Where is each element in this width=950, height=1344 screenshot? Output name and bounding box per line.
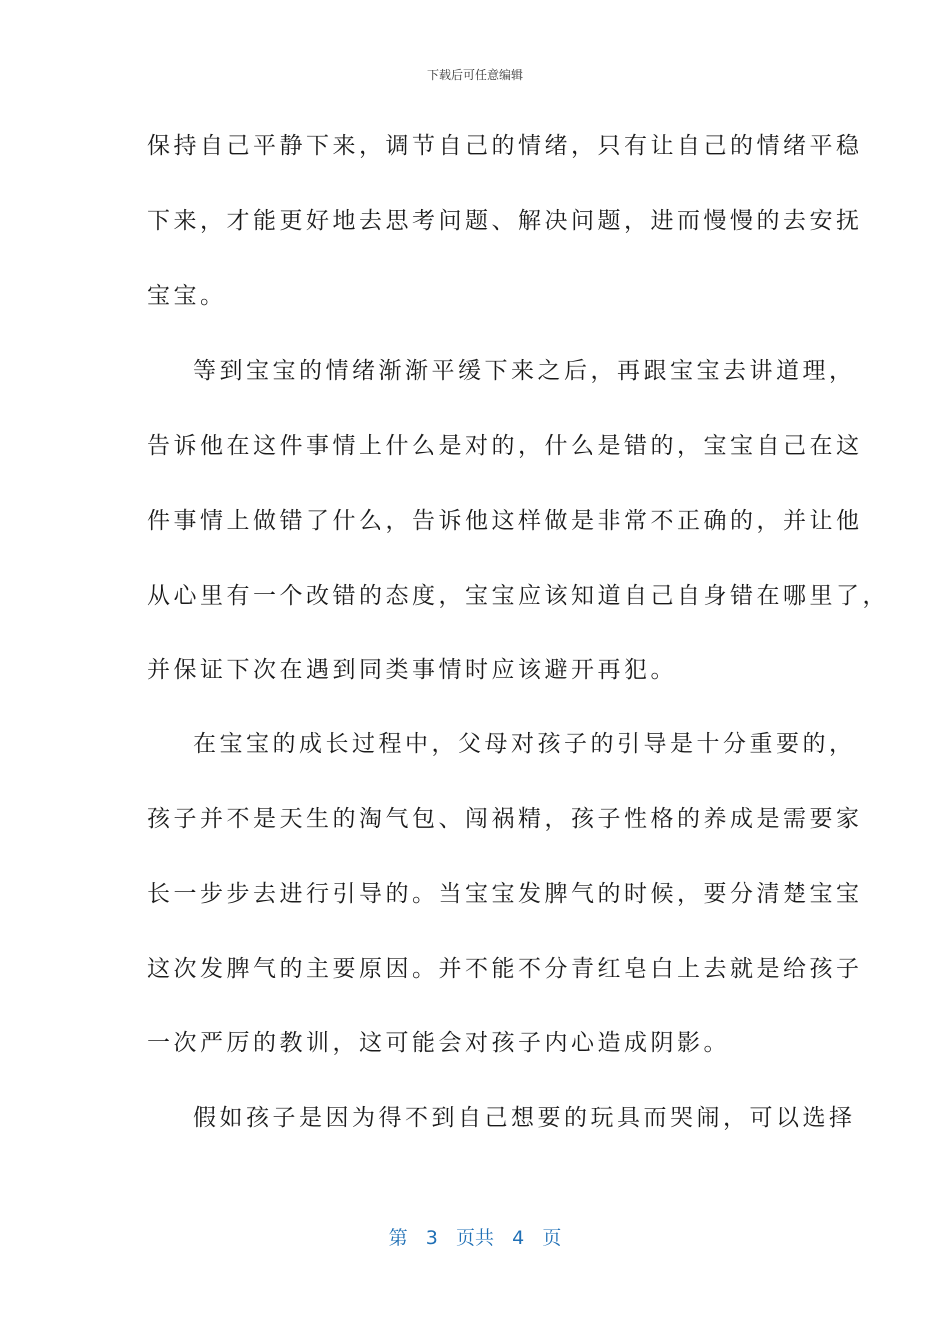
body-line: 告诉他在这件事情上什么是对的，什么是错的，宝宝自己在这	[147, 433, 863, 459]
body-line: 下来，才能更好地去思考问题、解决问题，进而慢慢的去安抚	[147, 208, 863, 234]
total-pages-number: 4	[512, 1227, 525, 1249]
body-line: 并保证下次在遇到同类事情时应该避开再犯。	[147, 657, 677, 683]
page-label-suffix: 页	[542, 1227, 562, 1249]
body-line-paragraph-start: 等到宝宝的情绪渐渐平缓下来之后，再跟宝宝去讲道理，	[193, 358, 856, 384]
page-footer	[0, 1226, 950, 1250]
body-line-paragraph-start: 假如孩子是因为得不到自己想要的玩具而哭闹，可以选择	[193, 1105, 856, 1131]
header-note: 下载后可任意编辑	[426, 68, 523, 82]
body-line: 件事情上做错了什么，告诉他这样做是非常不正确的，并让他	[147, 508, 863, 534]
body-line: 保持自己平静下来，调节自己的情绪，只有让自己的情绪平稳	[147, 133, 863, 159]
body-line: 孩子并不是天生的淘气包、闯祸精，孩子性格的养成是需要家	[147, 806, 863, 832]
page-label-prefix: 第	[388, 1227, 408, 1249]
body-line: 从心里有一个改错的态度，宝宝应该知道自己自身错在哪里了，	[147, 583, 889, 609]
body-line: 宝宝。	[147, 283, 227, 309]
current-page-number: 3	[425, 1227, 438, 1249]
body-line-paragraph-start: 在宝宝的成长过程中，父母对孩子的引导是十分重要的，	[193, 731, 856, 757]
body-line: 长一步步去进行引导的。当宝宝发脾气的时候，要分清楚宝宝	[147, 881, 863, 907]
body-line: 这次发脾气的主要原因。并不能不分青红皂白上去就是给孩子	[147, 956, 863, 982]
page-label-mid: 页共	[455, 1227, 494, 1249]
body-line: 一次严厉的教训，这可能会对孩子内心造成阴影。	[147, 1030, 730, 1056]
